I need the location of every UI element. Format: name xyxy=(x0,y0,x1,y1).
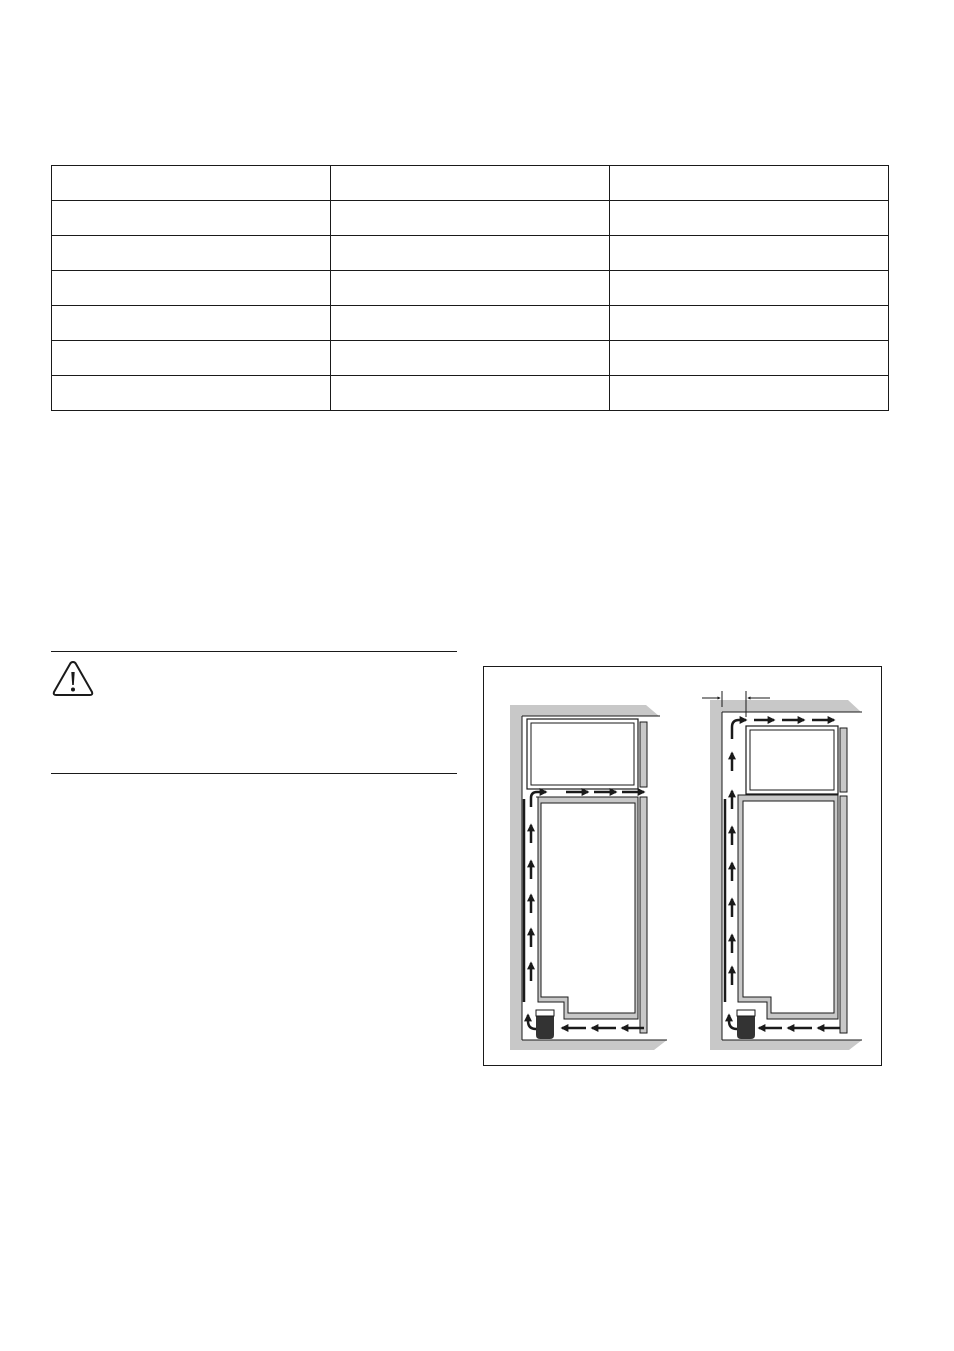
warning-top-rule xyxy=(51,651,457,652)
table-cell xyxy=(610,271,889,306)
airflow-diagram-with-gap xyxy=(702,691,862,1050)
table-cell xyxy=(52,341,331,376)
table-cell xyxy=(610,236,889,271)
table-cell xyxy=(52,201,331,236)
warning-triangle-icon xyxy=(51,659,95,699)
table-cell xyxy=(52,166,331,201)
table-cell xyxy=(331,166,610,201)
table-row xyxy=(52,271,889,306)
table-cell xyxy=(331,201,610,236)
table-cell xyxy=(331,271,610,306)
table-row xyxy=(52,341,889,376)
table-cell xyxy=(52,271,331,306)
table-cell xyxy=(610,376,889,411)
table-cell xyxy=(610,201,889,236)
table-cell xyxy=(610,306,889,341)
airflow-diagram-standard xyxy=(510,705,667,1050)
table-cell xyxy=(52,376,331,411)
ventilation-diagrams xyxy=(484,667,883,1067)
climate-class-table xyxy=(51,165,889,411)
table-row xyxy=(52,166,889,201)
table-cell xyxy=(52,236,331,271)
ventilation-figure xyxy=(483,666,882,1066)
table-cell xyxy=(610,341,889,376)
table-cell xyxy=(331,341,610,376)
table-row xyxy=(52,306,889,341)
table-row xyxy=(52,236,889,271)
table-cell xyxy=(331,306,610,341)
table-cell xyxy=(610,166,889,201)
warning-bottom-rule xyxy=(51,773,457,774)
table-cell xyxy=(331,376,610,411)
table-cell xyxy=(52,306,331,341)
table-row xyxy=(52,201,889,236)
table-row xyxy=(52,376,889,411)
table-cell xyxy=(331,236,610,271)
